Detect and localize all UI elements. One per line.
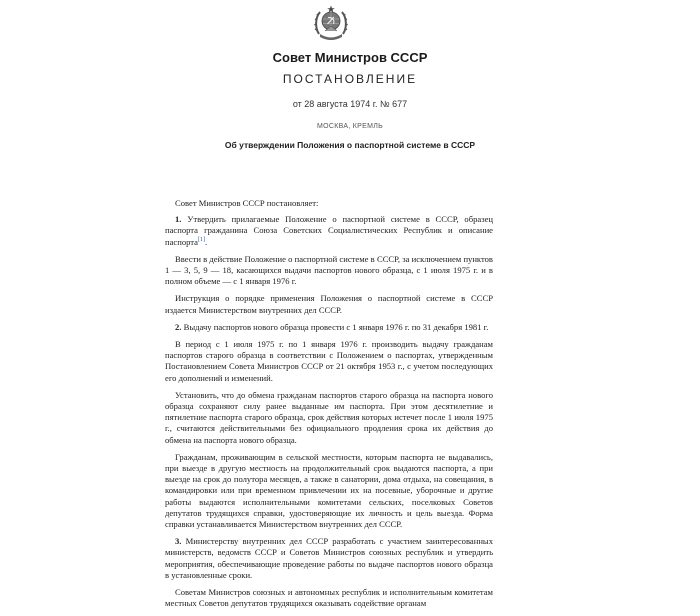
paragraph-8 xyxy=(165,536,493,581)
paragraph-text: Выдачу паспортов нового образца провести с 1 января 1976 г. по 31 декабря 1981 г. xyxy=(183,321,489,332)
paragraph-9: Советам Министров союзных и автономных республик и исполнительным комитетам местных Советов депутатов трудящихся оказывать содействие органам xyxy=(165,587,493,609)
intro-paragraph: Совет Министров СССР постановляет: xyxy=(175,198,319,208)
item-number: 1. xyxy=(175,214,182,225)
place-of-issue: МОСКВА, КРЕМЛЬ xyxy=(316,123,384,130)
paragraph-7: Гражданам, проживающим в сельской местности, которым паспорта не выдавались, при выезде в другую местность на продолжительный срок выдаются паспорта, а при выезде на срок до полутора месяцев, а также в санатории, дома отдыха, на совещания, в командировки или при временном привлечении их на посевные, уборочные и другие работы выдаются исполнительными комитетами сельских, поселковых Советов депутатов трудящихся справки, удостоверяющие их личность и цель выезда. Форма справки устанавливается Министерством внутренних дел СССР. xyxy=(165,451,493,530)
item-number: 2. xyxy=(175,321,182,332)
paragraph-3: Инструкция о порядке применения Положения о паспортной системе в СССР издается Министерством внутренних дел СССР. xyxy=(165,293,493,315)
item-number: 3. xyxy=(175,536,182,547)
paragraph-text: Утвердить прилагаемые Положение о паспортной системе в СССР, образец паспорта гражданина Союза Советских Социалистических Республик и описание паспорта xyxy=(165,214,493,247)
ussr-emblem-icon xyxy=(313,4,349,42)
paragraph-2: Ввести в действие Положение о паспортной системе в СССР, за исключением пунктов 1 — 3, 5, 9 — 18, касающихся выдачи паспортов нового образца, с 1 июля 1975 г. и в полном объеме — с 1 января 1976 г. xyxy=(165,253,493,287)
paragraph-text: Министерству внутренних дел СССР разработать с участием заинтересованных министерств, ведомств СССР и Советов Министров союзных республик и утвердить мероприятия, обеспечивающие проведение работы по выдаче паспортов нового образца в установленные сроки. xyxy=(165,536,494,580)
document-date-number: от 28 августа 1974 г. № 677 xyxy=(292,99,408,109)
footnote-link[interactable]: [1] xyxy=(197,236,205,243)
paragraph-5: В период с 1 июля 1975 г. по 1 января 1976 г. производить выдачу гражданам паспортов старого образца в соответствии с Положением о паспортах, утвержденным Постановлением Совета Министров СССР от 21 октября 1953 г., с учетом последующих его дополнений и изменений. xyxy=(165,339,493,383)
paragraph-1: 1. Утвердить прилагаемые Положение о паспортной системе в СССР, образец паспорта гражданина Союза Советских Социалистических Республик и описание паспорта[1]. xyxy=(165,214,493,247)
paragraph-6: Установить, что до обмена гражданам паспортов старого образца на паспорта нового образца сохраняют силу ранее выданные им паспорта. При этом десятилетние и пятилетние паспорта старого образца, срок действия которых истечет после 1 июля 1975 г., считаются действительными без официального продления срока их действия до обмена на паспорта нового образца. xyxy=(165,389,493,445)
paragraph-4 xyxy=(165,322,493,333)
document-body xyxy=(165,198,493,616)
document-title: Об утверждении Положения о паспортной системе в СССР xyxy=(224,140,476,150)
issuer-heading: Совет Министров СССР xyxy=(272,50,428,65)
document-type: ПОСТАНОВЛЕНИЕ xyxy=(282,72,418,86)
